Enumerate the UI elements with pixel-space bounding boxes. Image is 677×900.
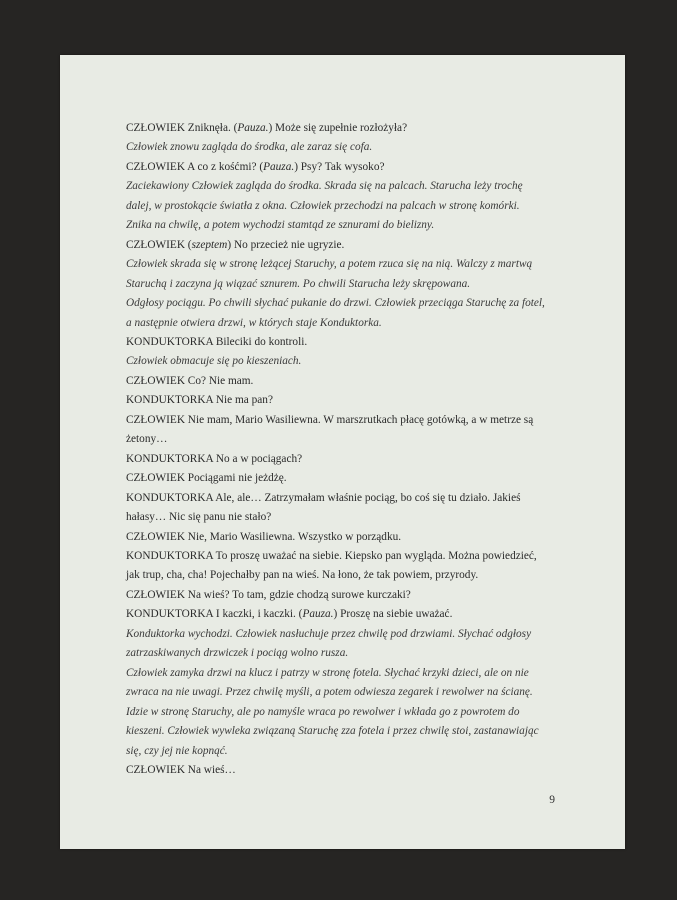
speaker-name: KONDUKTORKA	[126, 394, 214, 407]
speaker-name: CZŁOWIEK	[126, 763, 185, 776]
speaker-name: CZŁOWIEK	[126, 374, 185, 387]
dialog-line	[126, 333, 546, 352]
dialog-line	[126, 236, 546, 255]
stage-direction: Człowiek skrada się w stronę leżącej Staruchy, a potem rzuca się na nią. Walczy z martwą Staruchą i zaczyna ją wiązać sznurem. Po chwili Starucha leży skrępowana.	[126, 258, 533, 290]
dialog-line	[126, 391, 546, 410]
speaker-name: CZŁOWIEK	[126, 530, 185, 543]
stage-direction: Człowiek zamyka drzwi na klucz i patrzy w stronę fotela. Słychać krzyki dzieci, ale on nie zwraca na nie uwagi. Przez chwilę myśli, a potem odwiesza zegarek i rewolwer na ścianę. Idzie w stronę Staruchy, ale po namyśle wraca po rewolwer i wkłada go z powrotem do kieszeni. Człowiek wywleka związaną Staruchę zza fotela i przez chwilę stoi, zastanawiając się, czy jej nie kopnąć.	[126, 666, 539, 757]
stage-direction: Zaciekawiony Człowiek zagląda do środka. Skrada się na palcach. Starucha leży trochę dalej, w prostokącie światła z okna. Człowiek przechodzi na palcach w stronę komórki. Znika na chwilę, a potem wychodzi stamtąd ze sznurami do bielizny.	[126, 180, 523, 232]
dialog-line	[126, 605, 546, 624]
dialog-line	[126, 547, 546, 586]
dialog-line	[126, 761, 546, 780]
speech-text: Ale, ale… Zatrzymałam właśnie pociąg, bo coś się tu działo. Jakieś hałasy… Nic się panu nie stało?	[126, 491, 521, 524]
speech-text: Nie, Mario Wasiliewna. Wszystko w porządku.	[184, 530, 402, 543]
dialog-line	[126, 586, 546, 605]
speaker-name: CZŁOWIEK	[126, 413, 185, 426]
speech-text: ) Może się zupełnie rozłożyła?	[268, 122, 408, 134]
script-text	[126, 119, 546, 780]
dialog-line	[126, 469, 546, 488]
speaker-name: KONDUKTORKA	[126, 491, 214, 504]
dialog-line	[126, 372, 546, 391]
dialog-line	[126, 489, 546, 528]
speech-text: Na wieś…	[184, 763, 236, 776]
stage-direction: Konduktorka wychodzi. Człowiek nasłuchuje przez chwilę pod drzwiami. Słychać odgłosy zatrzaskiwanych drzwiczek i pociąg wolno rusza.	[126, 627, 532, 660]
speaker-name: KONDUKTORKA	[126, 335, 214, 348]
stage-direction: Człowiek znowu zagląda do środka, ale zaraz się cofa.	[126, 141, 373, 154]
inline-direction: Pauza.	[237, 122, 269, 134]
speech-text: Zniknęła. (	[184, 122, 238, 134]
speech-text: ) No przecież nie ugryzie.	[227, 238, 345, 251]
stage-direction: Odgłosy pociągu. Po chwili słychać pukanie do drzwi. Człowiek przeciąga Staruchę za fotel, a następnie otwiera drzwi, w których staje Konduktorka.	[126, 297, 545, 329]
speech-text: No a w pociągach?	[213, 452, 303, 465]
dialog-line	[126, 450, 546, 469]
speech-text: Bileciki do kontroli.	[213, 335, 308, 348]
speech-text: I kaczki, i kaczki. (	[213, 608, 303, 621]
speech-text: Na wieś? To tam, gdzie chodzą surowe kurczaki?	[184, 588, 411, 601]
speaker-name: CZŁOWIEK	[126, 238, 185, 251]
speech-text: ) Proszę na siebie uważać.	[333, 608, 453, 621]
speaker-name: CZŁOWIEK	[126, 160, 185, 173]
book-page	[60, 55, 625, 849]
speech-text: Nie ma pan?	[213, 394, 273, 407]
speech-text: Pociągami nie jeżdżę.	[184, 472, 287, 485]
speech-text: (	[184, 238, 192, 251]
inline-direction: Pauza.	[263, 160, 295, 173]
page-number: 9	[549, 794, 555, 806]
speaker-name: CZŁOWIEK	[126, 472, 185, 485]
speaker-name: KONDUKTORKA	[126, 608, 214, 621]
dialog-line	[126, 528, 546, 547]
dialog-line	[126, 411, 546, 450]
inline-direction: szeptem	[191, 238, 228, 251]
dialog-line	[126, 119, 546, 138]
speaker-name: CZŁOWIEK	[126, 588, 185, 601]
speech-text: A co z kośćmi? (	[184, 160, 264, 173]
dialog-line	[126, 158, 546, 177]
speech-text: Co? Nie mam.	[184, 374, 254, 387]
inline-direction: Pauza.	[302, 608, 334, 621]
speech-text: ) Psy? Tak wysoko?	[294, 160, 385, 173]
speaker-name: KONDUKTORKA	[126, 549, 214, 562]
speaker-name: KONDUKTORKA	[126, 452, 214, 465]
speech-text: Nie mam, Mario Wasiliewna. W marszrutkach płacę gotówką, a w metrze są żetony…	[126, 413, 534, 446]
speech-text: To proszę uważać na siebie. Kiepsko pan wygląda. Można powiedzieć, jak trup, cha, cha! Pojechałby pan na wieś. Na łono, że tak powiem, przyrody.	[126, 549, 537, 582]
stage-direction: Człowiek obmacuje się po kieszeniach.	[126, 355, 302, 368]
speaker-name: CZŁOWIEK	[126, 122, 185, 134]
